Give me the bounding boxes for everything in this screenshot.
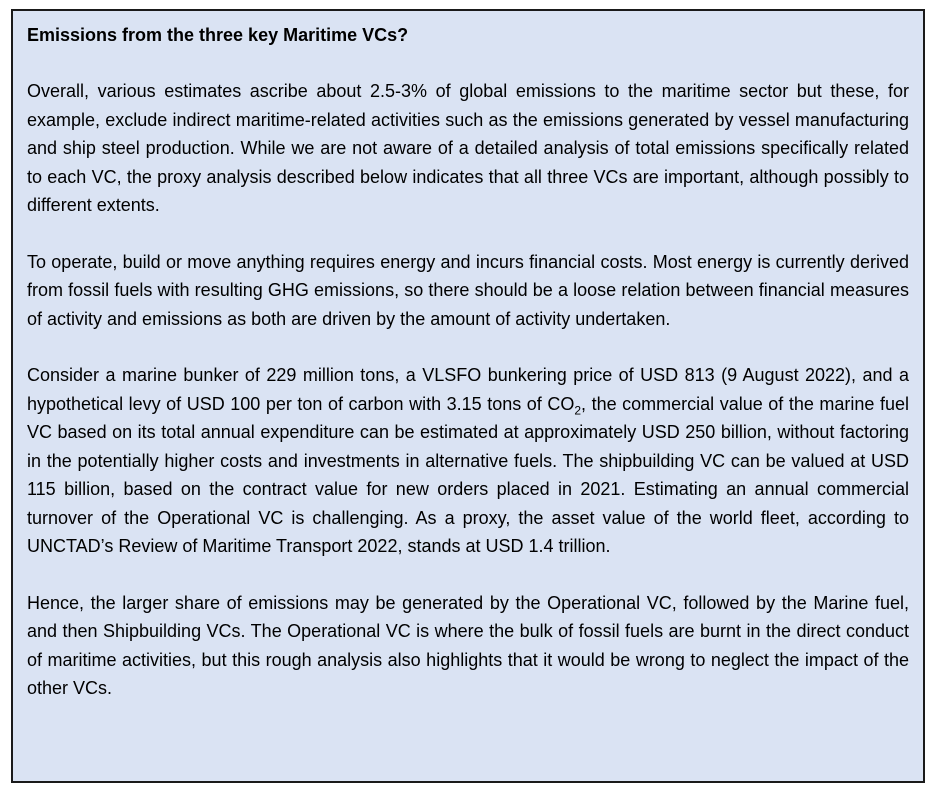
paragraph-3 (27, 361, 909, 561)
paragraph-2: To operate, build or move anything requires energy and incurs financial costs. Most energy is currently derived from fossil fuels with resulting GHG emissions, so there should be a loose relation between financial measures of activity and emissions as both are driven by the amount of activity undertaken. (27, 251, 909, 329)
paragraph-3-part-2: , the commercial value of the marine fuel VC based on its total annual expenditure can be estimated at approximately USD 250 billion, without factoring in the potentially higher costs and investments in alternative fuels. The shipbuilding VC can be valued at USD 115 billion, based on the contract value for new orders placed in 2021. Estimating an annual commercial turnover of the Operational VC is challenging. As a proxy, the asset value of the world fleet, according to UNCTAD’s Review of Maritime Transport 2022, stands at USD 1.4 trillion. (27, 393, 909, 556)
text-box (11, 9, 925, 783)
co2-subscript: 2 (574, 403, 582, 418)
paragraph-4: Hence, the larger share of emissions may be generated by the Operational VC, followed by the Marine fuel, and then Shipbuilding VCs. The Operational VC is where the bulk of fossil fuels are burnt in the direct conduct of maritime activities, but this rough analysis also highlights that it would be wrong to neglect the impact of the other VCs. (27, 592, 909, 698)
paragraph-1: Overall, various estimates ascribe about 2.5-3% of global emissions to the maritime sector but these, for example, exclude indirect maritime-related activities such as the emissions generated by vessel manufacturing and ship steel production. While we are not aware of a detailed analysis of total emissions specifically related to each VC, the proxy analysis described below indicates that all three VCs are important, although possibly to different extents. (27, 81, 909, 215)
paragraph-3-part-1: Consider a marine bunker of 229 million tons, a VLSFO bunkering price of USD 813 (9 August 2022), and a hypothetical levy of USD 100 per ton of carbon with 3.15 tons of CO (27, 365, 909, 414)
box-title: Emissions from the three key Maritime VCs? (27, 25, 409, 45)
